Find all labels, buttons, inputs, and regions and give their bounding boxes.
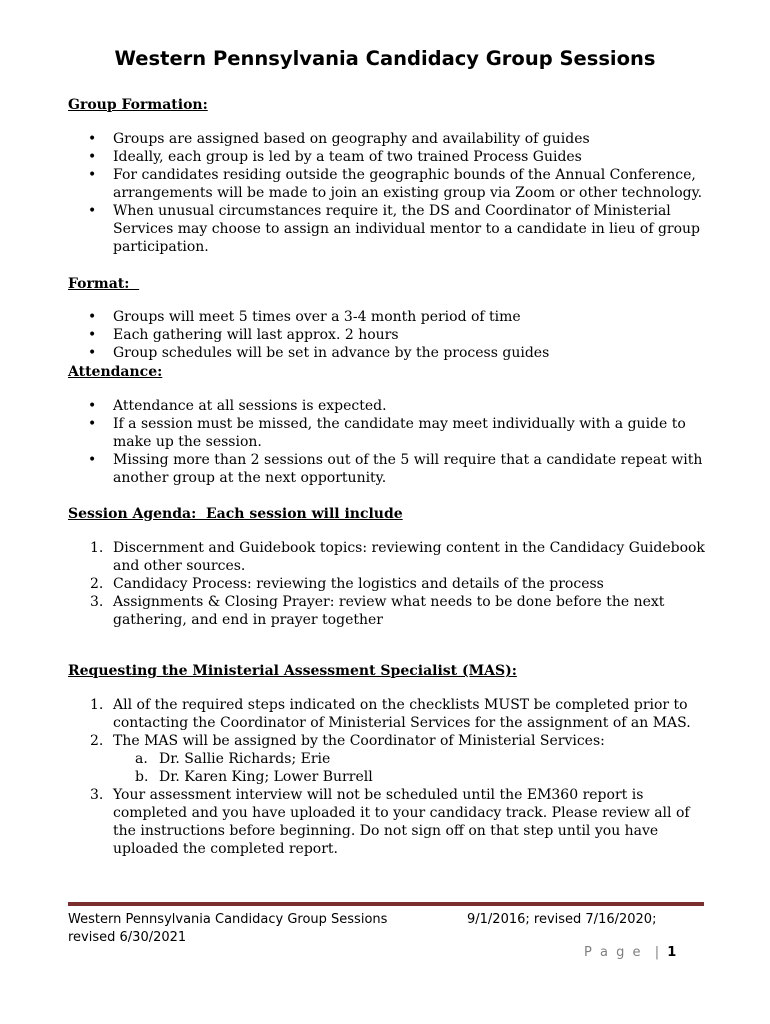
bullet-icon: • xyxy=(88,203,97,219)
mas-sublist xyxy=(113,750,708,786)
attendance-list xyxy=(0,397,770,487)
bullet-icon: • xyxy=(88,149,97,165)
page-label: P a g e | xyxy=(584,945,662,960)
list-item: 2. The MAS will be assigned by the Coordinator of Ministerial Services: a. Dr. Sallie Richards; Erie b. Dr. Karen King; Lower Burrell xyxy=(0,732,708,786)
list-item: • Missing more than 2 sessions out of the 5 will require that a candidate repeat with another group at the next opportunity. xyxy=(88,452,703,486)
session-agenda-list xyxy=(0,539,770,629)
bullet-icon: • xyxy=(88,398,97,414)
footer-revised: revised 6/30/2021 xyxy=(68,930,187,945)
footer-divider xyxy=(68,902,704,906)
list-item: • Attendance at all sessions is expected. xyxy=(88,398,387,414)
bullet-icon: • xyxy=(88,131,97,147)
sub-list-item: b. Dr. Karen King; Lower Burrell xyxy=(135,769,373,785)
bullet-icon: • xyxy=(88,167,97,183)
footer-title: Western Pennsylvania Candidacy Group Sessions xyxy=(68,912,388,927)
list-number: 2. xyxy=(90,733,104,749)
list-number: 3. xyxy=(90,594,104,610)
list-item: • Group schedules will be set in advance by the process guides xyxy=(88,345,550,361)
list-item: 1. All of the required steps indicated on the checklists MUST be completed prior to contacting the Coordinator of Ministerial Services for the assignment of an MAS. xyxy=(90,697,691,731)
attendance-heading: Attendance: xyxy=(68,364,163,380)
list-item: • Groups will meet 5 times over a 3-4 month period of time xyxy=(88,309,521,325)
bullet-icon: • xyxy=(88,452,97,468)
list-item: • If a session must be missed, the candidate may meet individually with a guide to make up the session. xyxy=(88,416,686,450)
format-list xyxy=(0,308,770,362)
list-number: 3. xyxy=(90,787,104,803)
list-item: • Ideally, each group is led by a team of two trained Process Guides xyxy=(88,149,582,165)
page-title: Western Pennsylvania Candidacy Group Sessions xyxy=(114,47,656,70)
bullet-icon: • xyxy=(88,345,97,361)
list-item: • Each gathering will last approx. 2 hours xyxy=(88,327,399,343)
list-item: 2. Candidacy Process: reviewing the logistics and details of the process xyxy=(90,576,604,592)
mas-heading: Requesting the Ministerial Assessment Specialist (MAS): xyxy=(68,663,517,679)
list-item: • When unusual circumstances require it, the DS and Coordinator of Ministerial Services may choose to assign an individual mentor to a candidate in lieu of group participation. xyxy=(88,203,701,255)
session-agenda-heading: Session Agenda: Each session will include xyxy=(68,506,403,522)
list-item: • Groups are assigned based on geography and availability of guides xyxy=(88,131,590,147)
page-number xyxy=(584,944,676,962)
list-item: 1. Discernment and Guidebook topics: reviewing content in the Candidacy Guidebook and other sources. xyxy=(90,540,705,574)
bullet-icon: • xyxy=(88,327,97,343)
format-heading: Format: xyxy=(68,276,140,292)
list-number: 2. xyxy=(90,576,104,592)
list-item: • For candidates residing outside the geographic bounds of the Annual Conference, arrangements will be made to join an existing group via Zoom or other technology. xyxy=(88,167,703,201)
bullet-icon: • xyxy=(88,309,97,325)
list-item: 3. Assignments & Closing Prayer: review what needs to be done before the next gathering, and end in prayer together xyxy=(90,594,665,628)
list-number: 1. xyxy=(90,540,104,556)
page-number-value: 1 xyxy=(667,945,677,960)
list-letter: a. xyxy=(135,751,148,767)
list-number: 1. xyxy=(90,697,104,713)
group-formation-heading: Group Formation: xyxy=(68,97,208,113)
group-formation-list xyxy=(0,130,770,256)
bullet-icon: • xyxy=(88,416,97,432)
list-item: 3. Your assessment interview will not be scheduled until the EM360 report is completed and you have uploaded it to your candidacy track. Please review all of the instructions before beginning. Do not sign off on that step until you have uploaded the completed report. xyxy=(90,787,690,857)
mas-list xyxy=(0,696,770,858)
list-letter: b. xyxy=(135,769,149,785)
sub-list-item: a. Dr. Sallie Richards; Erie xyxy=(135,751,331,767)
footer-dates: 9/1/2016; revised 7/16/2020; xyxy=(467,912,657,927)
